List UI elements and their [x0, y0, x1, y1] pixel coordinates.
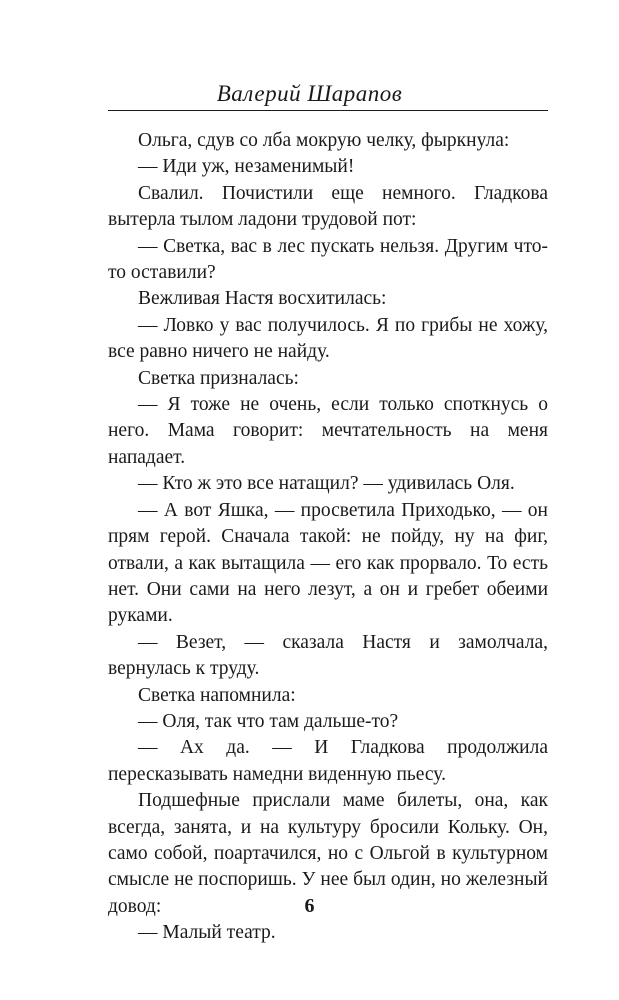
running-head-author: Валерий Шарапов [216, 81, 403, 106]
paragraph: Свалил. Почистили еще немного. Гладкова вытерла тылом ладони трудовой пот: [108, 182, 548, 231]
paragraph: — Везет, — сказала Настя и замолчала, вернулась к труду. [108, 631, 548, 680]
paragraph: Ольга, сдув со лба мокрую челку, фыркнула: [138, 130, 510, 151]
body-text [108, 128, 548, 947]
paragraph: — Я тоже не очень, если только споткнусь о него. Мама говорит: мечтательность на меня нападает. [108, 394, 548, 468]
paragraph: Светка призналась: [138, 367, 299, 389]
paragraph: — Ловко у вас получилось. Я по грибы не хожу, все равно ничего не найду. [108, 314, 548, 363]
header-rule [108, 110, 548, 111]
paragraph: — А вот Яшка, — просветила Приходько, — он прям герой. Сначала такой: не пойду, ну на фиг, отвали, а как вытащила — его как прорвало. То есть нет. Они сами на него лезут, а он и гребет обеими руками. [108, 499, 548, 627]
paragraph: Вежливая Настя восхитилась: [138, 288, 387, 310]
paragraph: Подшефные прислали маме билеты, она, как всегда, занята, и на культуру бросили Кольку. Он, само собой, поартачился, но с Ольгой в культурном смысле не поспоришь. У нее был один, но железный довод: [108, 790, 548, 917]
page-number: 6 [304, 895, 315, 917]
paragraph: — Ах да. — И Гладкова продолжила пересказывать намедни виденную пьесу. [108, 737, 548, 785]
paragraph: — Светка, вас в лес пускать нельзя. Другим что-то оставили? [108, 235, 548, 284]
paragraph: — Кто ж это все натащил? — удивилась Оля. [138, 473, 515, 495]
paragraph: Светка напомнила: [138, 684, 296, 706]
paragraph: — Оля, так что там дальше-то? [138, 710, 399, 732]
paragraph: — Малый театр. [138, 922, 276, 944]
paragraph: — Иди уж, незаменимый! [138, 156, 355, 178]
